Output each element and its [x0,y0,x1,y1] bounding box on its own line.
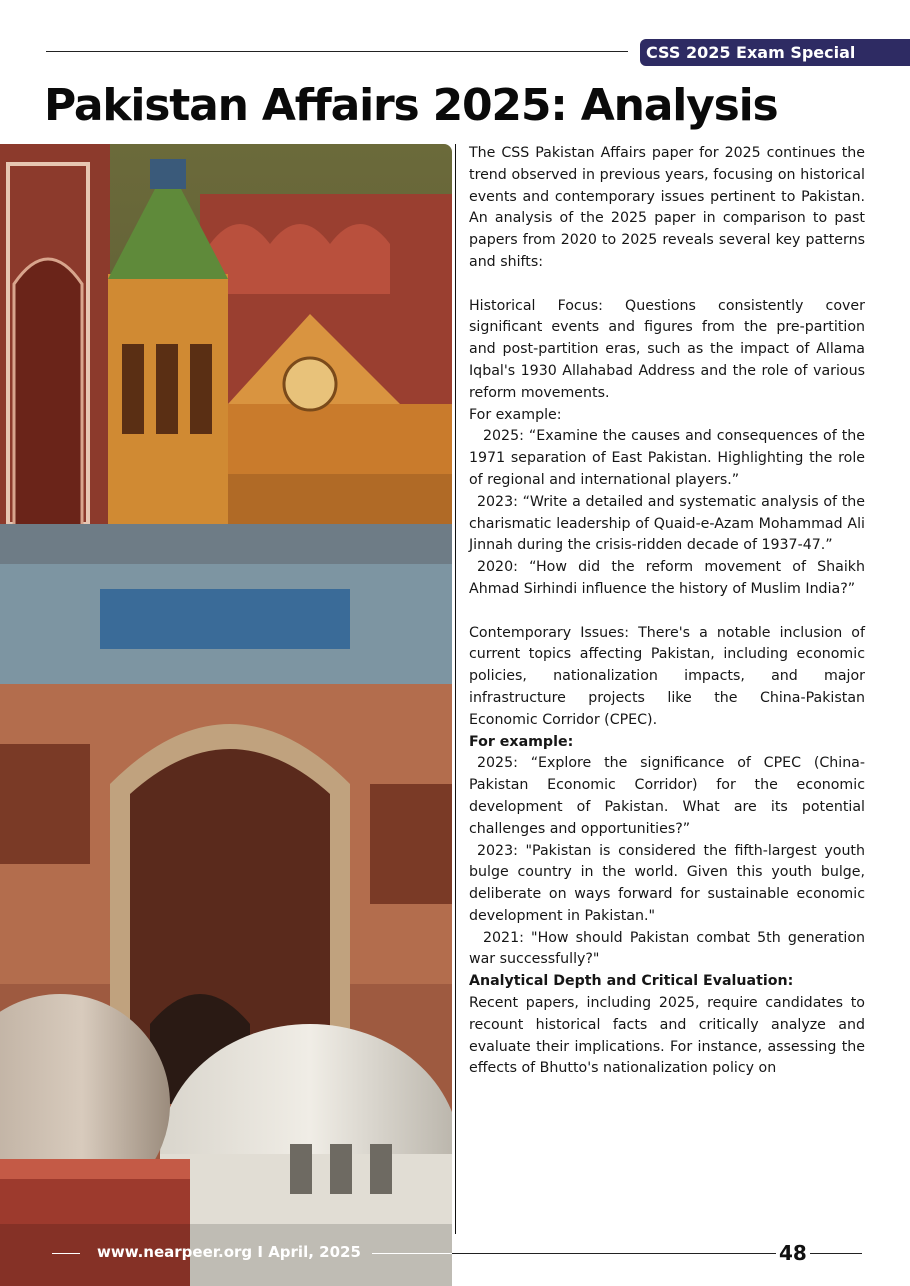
historical-focus-paragraph: Historical Focus: Questions consistently cover significant events and figures from the pre-partition and post-partition eras, such as the impact of Allama Iqbal's 1930 Allahabad Address and the role of various reform movements. [469,297,865,401]
page-number: 48 [779,1241,807,1265]
question-2023-history: 2023: “Write a detailed and systematic analysis of the charismatic leadership of Quaid-e-Azam Mohammad Ali Jinnah during the crisis-ridden decade of 1937-47.” [469,493,865,554]
article-intro: The CSS Pakistan Affairs paper for 2025 continues the trend observed in previous years, focusing on historical events and contemporary issues pertinent to Pakistan. An analysis of the 2025 paper in comparison to past papers from 2020 to 2025 reveals several key patterns and shifts: [469,145,865,270]
column-divider [455,144,456,1234]
analytical-depth-paragraph: Recent papers, including 2025, require candidates to recount historical facts and critically analyze and evaluate their implications. For instance, assessing the effects of Bhutto's nationalization policy on [469,995,865,1077]
footer-site-date: www.nearpeer.org I April, 2025 [97,1243,361,1261]
question-2025-history: 2025: “Examine the causes and consequences of the 1971 separation of East Pakistan. Highlighting the role of regional and international players.” [469,428,865,488]
question-2025-contemporary: 2025: “Explore the significance of CPEC (China-Pakistan Economic Corridor) for the economic development of Pakistan. What are its potential challenges and opportunities?” [469,755,865,837]
question-2020-history: 2020: “How did the reform movement of Shaikh Ahmad Sirhindi influence the history of Muslim India?” [469,559,865,597]
question-2021-contemporary: 2021: "How should Pakistan combat 5th generation war successfully?" [469,929,865,968]
collage-photo [0,144,452,1286]
footer-rule-right [810,1253,862,1254]
analytical-depth-heading: Analytical Depth and Critical Evaluation: [469,973,794,990]
section-badge: CSS 2025 Exam Special [640,39,910,66]
footer-rule-on-photo [372,1253,452,1254]
header-rule [46,51,628,52]
collage-photo-art [0,144,452,1286]
for-example-label-bold: For example: [469,733,574,750]
page-title: Pakistan Affairs 2025: Analysis [44,80,778,131]
footer-rule-center [452,1253,776,1254]
article-body [469,143,865,1080]
footer-rule-left [52,1253,80,1254]
contemporary-issues-paragraph: Contemporary Issues: There's a notable inclusion of current topics affecting Pakistan, including economic policies, nationalization impacts, and major infrastructure projects like the China-Pakistan Economic Corridor (CPEC). [469,624,865,728]
question-2023-contemporary: 2023: "Pakistan is considered the fifth-largest youth bulge country in the world. Given this youth bulge, deliberate on ways forward for sustainable economic development in Pakistan." [469,842,865,924]
for-example-label: For example: [469,406,562,423]
